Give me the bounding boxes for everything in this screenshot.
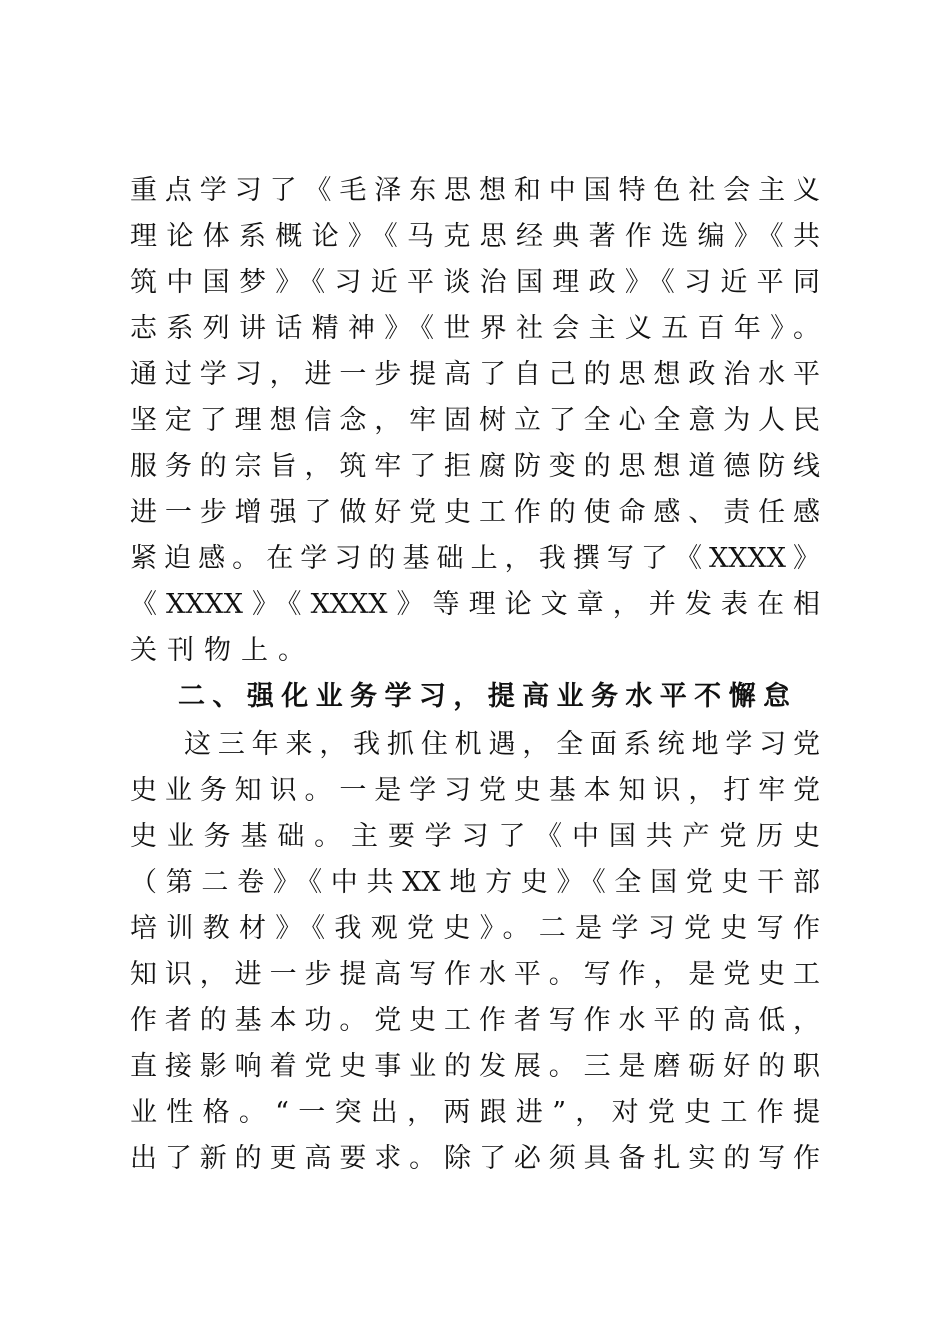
section-heading: 二、强化业务学习，提高业务水平不懈怠 [178,681,790,712]
paragraph-2-line-1: 这三年来，我抓住机遇，全面系统地学习党 [184,729,820,760]
paragraph-1-line-10: 《XXXX》《XXXX》等理论文章，并发表在相 [130,589,820,620]
paragraph-1-line-11: 关刊物上。 [130,635,315,666]
paragraph-2-line-6: 知识，进一步提高写作水平。写作，是党史工 [130,959,820,990]
paragraph-1-line-4: 志系列讲话精神》《世界社会主义五百年》。 [130,313,820,344]
paragraph-2-line-4: （第二卷》《中共XX地方史》《全国党史干部 [130,867,820,898]
paragraph-1-line-8: 进一步增强了做好党史工作的使命感、责任感 [130,497,820,528]
paragraph-1-line-6: 坚定了理想信念，牢固树立了全心全意为人民 [130,405,820,436]
paragraph-2-line-9: 业性格。“一突出，两跟进”，对党史工作提 [130,1097,820,1128]
paragraph-1-line-7: 服务的宗旨，筑牢了拒腐防变的思想道德防线 [130,451,820,482]
paragraph-1-line-9: 紧迫感。在学习的基础上，我撰写了《XXXX》 [130,543,820,574]
paragraph-2-line-10: 出了新的更高要求。除了必须具备扎实的写作 [130,1143,820,1174]
paragraph-2-line-8: 直接影响着党史事业的发展。三是磨砺好的职 [130,1051,820,1082]
paragraph-1-line-5: 通过学习，进一步提高了自己的思想政治水平 [130,359,820,390]
paragraph-1-line-2: 理论体系概论》《马克思经典著作选编》《共 [130,221,820,252]
paragraph-2-line-3: 史业务基础。主要学习了《中国共产党历史 [130,821,820,852]
paragraph-2-line-2: 史业务知识。一是学习党史基本知识，打牢党 [130,775,820,806]
paragraph-1-line-1: 重点学习了《毛泽东思想和中国特色社会主义 [130,175,820,206]
paragraph-1-line-3: 筑中国梦》《习近平谈治国理政》《习近平同 [130,267,820,298]
paragraph-2-line-5: 培训教材》《我观党史》。二是学习党史写作 [130,913,820,944]
paragraph-2-line-7: 作者的基本功。党史工作者写作水平的高低， [130,1005,820,1036]
